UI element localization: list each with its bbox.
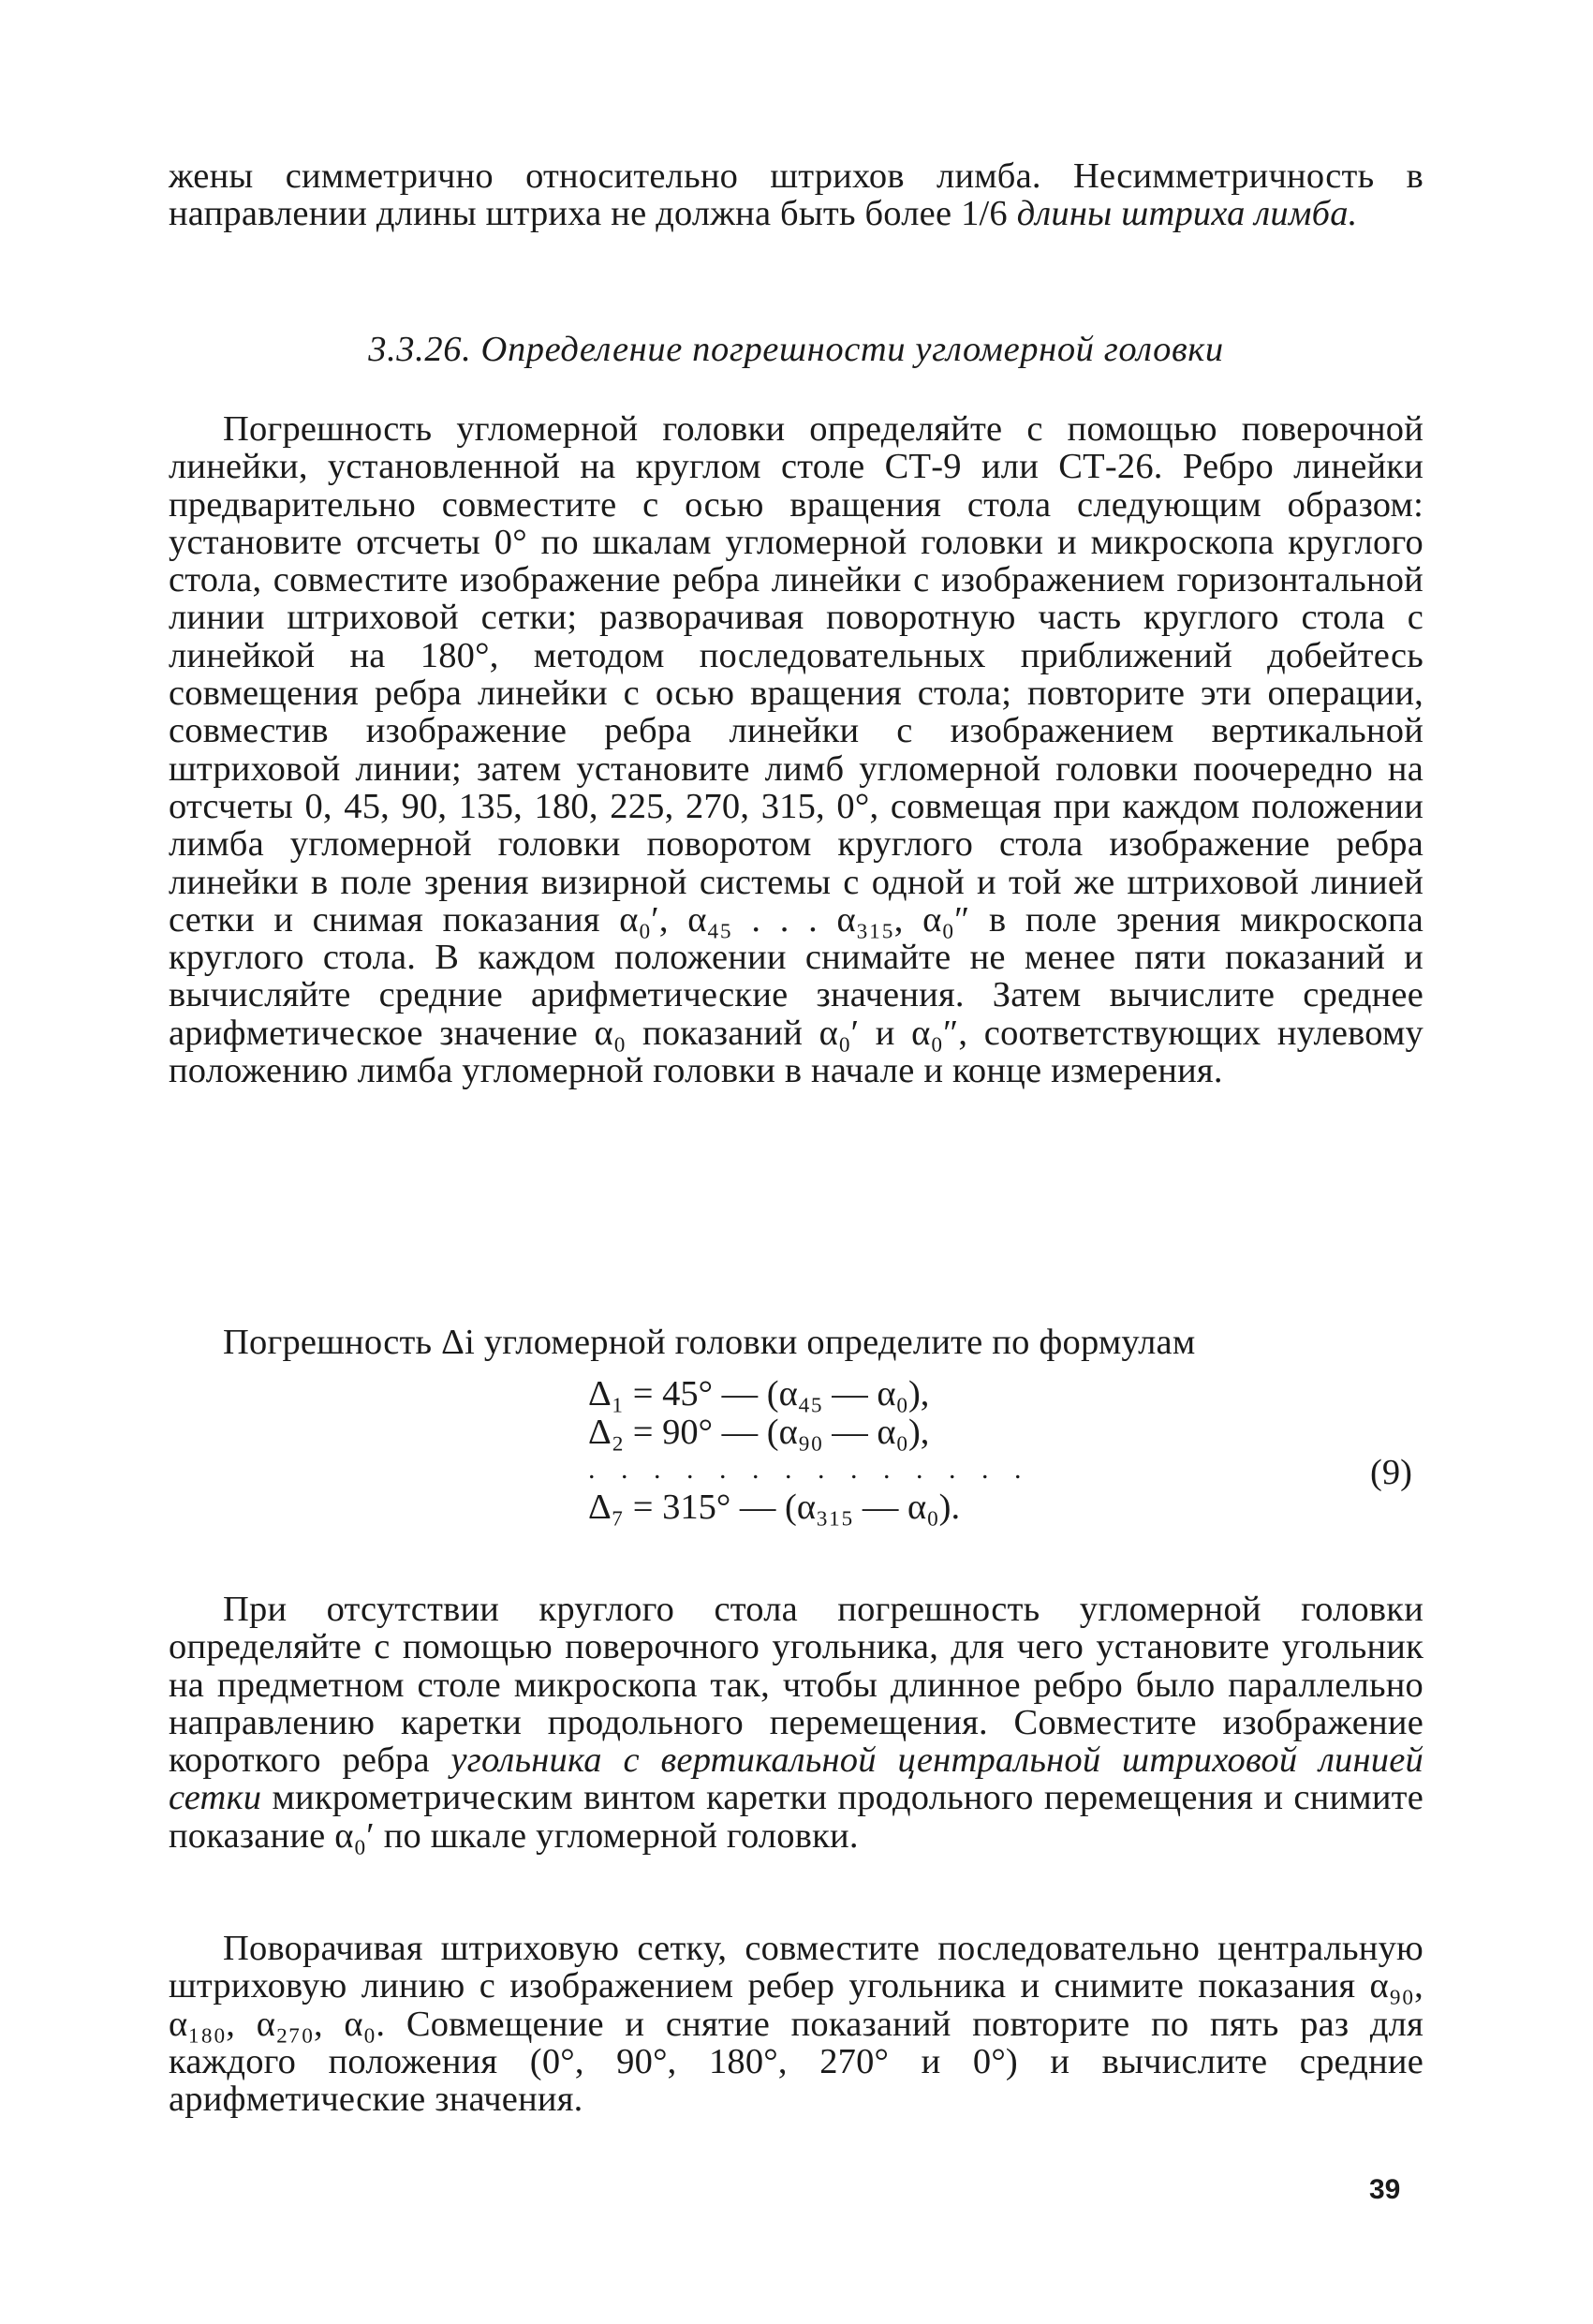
paragraph-4: Поворачивая штриховую сетку, совместите последовательно центральную штриховую линию с изображением ребер угольника и снимите показания α₉₀, α₁₈₀, α₂₇₀, α₀. Совмещение и снятие показаний повторите по пять раз для каждого положения (0°, 90°, 180°, 270° и 0°) и вычислите средние арифметические значения.: [169, 1929, 1423, 2120]
equation-number: (9): [1370, 1453, 1412, 1492]
paragraph-2: Погрешность Δi угломерной головки определите по формулам: [223, 1323, 1196, 1362]
paragraph-3: [169, 1591, 1423, 1855]
paragraph-text-main: жены симметрично относительно штрихов лимба. Несимметричность в направлении длины штриха не должна быть более: [169, 156, 1423, 234]
paragraph-3-end: микрометрическим винтом каретки продольного перемещения и снимите показание α₀′ по шкале угломерной головки.: [169, 1778, 1423, 1856]
section-heading: 3.3.26. Определение погрешности угломерной головки: [368, 330, 1224, 369]
formula-ellipsis: . . . . . . . . . . . . . .: [588, 1454, 1031, 1485]
formula-line-1: Δ₁ = 45° — (α₄₅ — α₀),: [588, 1374, 930, 1414]
paragraph-3-block: [169, 1591, 1423, 1855]
fraction: 1/6: [961, 194, 1008, 234]
paragraph-3-italic: угольника с вертикальной центральной штриховой линией сетки: [169, 1740, 1423, 1818]
formula-line-3: Δ₇ = 315° — (α₃₁₅ — α₀).: [588, 1488, 961, 1527]
paragraph-1: Погрешность угломерной головки определяйте с помощью поверочной линейки, установленной на круглом столе СТ-9 или СТ-26. Ребро линейки предварительно совместите с осью вращения стола следующим образом: установите отсчеты 0° по шкалам угломерной головки и микроскопа круглого стола, совместите изображение ребра линейки с изображением горизонтальной линии штриховой сетки; разворачивая поворотную часть круглого стола с линейкой на 180°, методом последовательных приближений добейтесь совмещения ребра линейки с осью вращения стола; повторите эти операции, совместив изображение ребра линейки с изображением вертикальной штриховой линии; затем установите лимб угломерной головки поочередно на отсчеты 0, 45, 90, 135, 180, 225, 270, 315, 0°, совмещая при каждом положении лимба угломерной головки поворотом круглого стола изображение ребра линейки в поле зрения визирной системы с одной и той же штриховой линией сетки и снимая показания α₀′, α₄₅ . . . α₃₁₅, α₀″ в поле зрения микроскопа круглого стола. В каждом положении снимайте не менее пяти показаний и вычисляйте средние арифметические значения. Затем вычислите среднее арифметическое значение α₀ показаний α₀′ и α₀″, соответствующих нулевому положению лимба угломерной головки в начале и конце измерения.: [169, 409, 1423, 1091]
page-number: 39: [1369, 2174, 1401, 2205]
paragraph-3-start: При отсутствии круглого стола погрешность угломерной головки определяйте с помощью поверочного угольника, для чего установите угольник на предметном столе микроскопа так, чтобы длинное ребро было параллельно направлению каретки продольного перемещения. Совместите изображение короткого ребра: [169, 1590, 1423, 1781]
formula-line-2: Δ₂ = 90° — (α₉₀ — α₀),: [588, 1412, 930, 1452]
continued-paragraph: [169, 157, 1423, 233]
paragraph-text: [169, 157, 1423, 233]
formula-block: [588, 1375, 1244, 1527]
paragraph-1-block: [169, 410, 1423, 1089]
paragraph-text-tail: длины штриха лимба.: [1007, 194, 1358, 234]
paragraph-4-block: [169, 1930, 1423, 2118]
paragraph-2-block: [169, 1324, 1423, 1361]
